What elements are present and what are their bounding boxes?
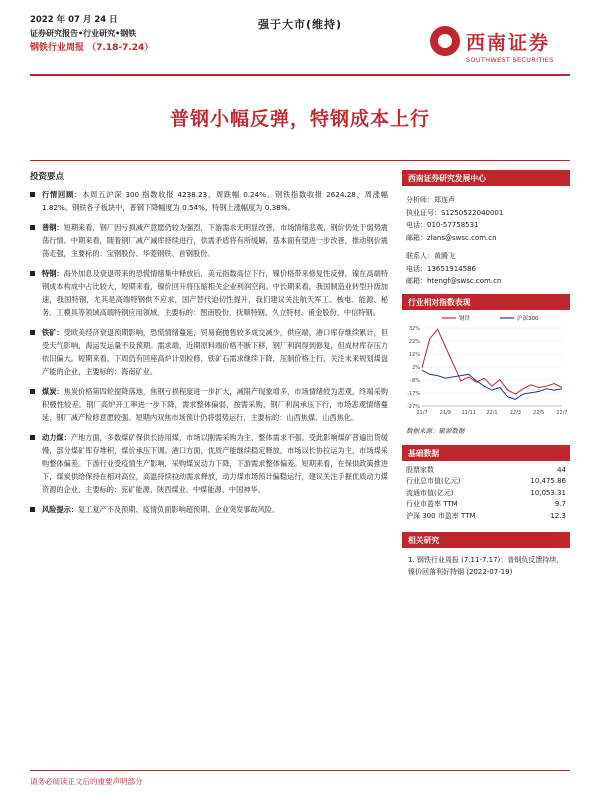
- bullet-text: 复工复产不及预期、疫情负面影响超预期、企业突发事故风险。: [77, 505, 280, 514]
- summary-bullet-iron-ore: [30, 326, 388, 378]
- summary-bullet-coal: [30, 385, 388, 424]
- header-divider: [30, 74, 570, 76]
- chart-ytick-label: 12%: [408, 351, 420, 358]
- title-divider: [30, 160, 570, 161]
- analyst-cert: 执业证号：S1250522040001: [406, 208, 504, 217]
- related-heading: 相关研究: [402, 532, 570, 548]
- summary-bullet-risk: [30, 503, 388, 516]
- footer-divider: [30, 770, 570, 771]
- chart-legend-label: 沪深300: [517, 315, 539, 322]
- logo-mark-icon: [430, 26, 460, 56]
- summary-heading: 投资要点: [30, 172, 65, 182]
- chart-xtick-label: 22/7: [556, 409, 568, 416]
- analyst-email[interactable]: 邮箱：zlans@swsc.com.cn: [406, 233, 497, 242]
- bullet-label: 铁矿：: [42, 328, 64, 337]
- company-logo: [430, 26, 570, 74]
- sidebar: [402, 170, 570, 578]
- chart-ytick-label: -27%: [407, 403, 420, 410]
- keydata-value: 12.3: [550, 511, 566, 520]
- analyst-info: [402, 186, 570, 288]
- chart-ytick-label: 22%: [408, 338, 420, 345]
- chart-svg: [402, 310, 570, 422]
- logo-en-text: SOUTHWEST SECURITIES: [466, 56, 554, 64]
- keydata-label: 行业总市值(亿元): [406, 477, 461, 486]
- bullet-label: 普钢：: [42, 223, 64, 232]
- bullet-text: 产地方面，多数煤矿保供长协用煤，市场以刚需采购为主，整体需求不强。受此影响煤矿普遍出货缓慢，部分煤矿库存堆积，煤价承压下调。港口方面，优质产能继续稳定释放，市场以长协拉运为主，市场煤采购整体偏差。下游行业受疫情生产影响，采购煤炭动力下降，下游需求整体偏差。短期来看，在保供政策推进下，煤炭供给保持在相对高位，高温持续拉动需求释放，动力煤市场预计偏稳运行，建议关注手握优质动力煤资源的企业，主要标的：兖矿能源、陕西煤业、中煤能源、中国神华。: [42, 433, 388, 494]
- contact-email[interactable]: 邮箱：htengf@swsc.com.cn: [406, 277, 502, 285]
- related-item[interactable]: 1. 钢铁行业周报 (7.11-7.17)：普钢负反馈持续，镍价回落利好特钢 (2022-07-19): [408, 556, 564, 577]
- bullet-label: 动力煤：: [42, 433, 71, 442]
- contact-phone: 电话：13651914586: [406, 264, 476, 273]
- summary-bullet-common-steel: [30, 221, 388, 260]
- keydata-row: [402, 488, 570, 500]
- keydata-label: 流通市值(亿元): [406, 488, 454, 497]
- chart-xtick-label: 21/9: [439, 409, 451, 416]
- contact-name: 联系人：黄腾飞: [406, 252, 455, 260]
- keydata-row: [402, 511, 570, 523]
- keydata-row: [402, 499, 570, 511]
- bullet-text: 受欧美经济衰退预期影响，恐慌情绪蔓延，贸易商拋售较多成交减少，供应端，港口库存继续累计，但受天气影响，海运发运量不及预期。需求端，近期原料端价格不断下移，钢厂利润得到修复，但成材库存压力依旧偏大。短期来看，下周仍有回座高炉计划检修，铁矿石需求继续下降，压制价格上行，关注未来规划煤盘产能的企业，主要标的：海南矿业。: [42, 328, 388, 376]
- keydata-label: 沪深 300 市盈率 TTM: [406, 511, 476, 520]
- chart-ytick-label: -17%: [407, 390, 420, 397]
- summary-bullet-thermal-coal: [30, 431, 388, 496]
- chart-heading: 行业相对指数表现: [402, 294, 570, 310]
- industry-rating: 强于大市(维持): [258, 18, 343, 31]
- analyst-name: 分析师：郑连声: [406, 196, 455, 204]
- chart-series-line-hs300: [422, 370, 562, 399]
- chart-series-line-steel: [422, 329, 562, 394]
- chart-ytick-label: 2%: [412, 364, 420, 371]
- chart-xtick-label: 21/11: [461, 409, 476, 416]
- bullet-label: 煤炭：: [42, 387, 64, 396]
- bullet-text: 海外加息及衰退带来的恐慌情绪集中释放后，美元指数高位下行，镍价格带来修复性反弹，镍在高端特钢成本构成中占比较大，短期来看，镍价回升将压缩相关企业利润空间。中长期来看，我国制造业转型升级加速，我国特钢，尤其是高端特钢供不应求，国产替代迫切性提升，我们建议关注航天军工、核电、能源、秘务、工模具等领域高端特钢应用领域，主要标的：图南股份、抚顺特钢、久立特材、甬金股份、中信特钢。: [42, 269, 388, 317]
- report-type: 证券研究报告•行业研究•钢铁: [30, 29, 137, 38]
- footer-disclaimer: 请务必阅读正文后的重要声明部分: [30, 777, 143, 786]
- investment-summary: [30, 170, 388, 523]
- keydata-row: [402, 465, 570, 477]
- keydata-value: 44: [557, 465, 566, 474]
- keydata-value: 10,475.86: [530, 477, 566, 486]
- relative-index-chart: [402, 294, 570, 437]
- chart-xtick-label: 22/3: [509, 409, 521, 416]
- chart-legend-label: 钢铁: [459, 315, 471, 322]
- logo-cn-text: 西南证券: [466, 32, 551, 54]
- analyst-phone: 电话：010-57758531: [406, 221, 479, 229]
- keydata-label: 股票家数: [406, 465, 434, 474]
- keydata-label: 行业市盈率 TTM: [406, 500, 458, 509]
- report-date: 2022 年 07 月 24 日: [30, 15, 118, 25]
- team-heading: 西南证券研究发展中心: [402, 170, 570, 186]
- chart-xtick-label: 22/1: [486, 409, 498, 416]
- bullet-text: 本周五沪深 300 指数收报 4238.23，周跌幅 0.24%。钢铁指数收报 2624.28，周涨幅 1.82%。钢铁各子板块中，普钢下降幅度为 0.54%，特钢上涨幅度为 0.38%。: [42, 190, 388, 212]
- header-info: [30, 14, 153, 55]
- keydata-value: 10,053.31: [530, 488, 566, 497]
- report-title: 普钢小幅反弹，特钢成本上行: [169, 108, 430, 130]
- summary-bullet-special-steel: [30, 267, 388, 319]
- summary-bullet-market: [30, 188, 388, 214]
- keydata-value: 9.7: [554, 500, 566, 509]
- keydata-heading: 基础数据: [402, 445, 570, 461]
- chart-xtick-label: 21/7: [416, 409, 428, 416]
- bullet-label: 特钢：: [42, 269, 64, 278]
- bullet-text: 短期来看，钢厂因亏损减产意愿仍较为强烈，下游需求无明显改善，市场情绪悲观，钢价仍处于弱势震荡行情。中期来看，随着钢厂减产减库持续进行，供需矛盾将有所缓解，基本面有望进一步改善，推动钢价震荡走强，主要标的：宝钢股份、华菱钢铁、首钢股份。: [42, 223, 388, 258]
- related-research: [402, 532, 570, 578]
- bullet-label: 行情回顾：: [42, 190, 83, 199]
- chart-ytick-label: -8%: [410, 377, 420, 384]
- key-data: [402, 445, 570, 523]
- report-series: 钢铁行业周报 （7.18-7.24）: [30, 43, 154, 53]
- chart-source: 数据来源：聚源数据: [406, 426, 465, 435]
- bullet-text: 焦炭价格第四轮提降落地，焦钢亏损程度进一步扩大，减限产现象增多，市场情绪较为悲观，终端采购积极性较差。钢厂高炉开工率进一步下降，需求整体偏弱，按需采购，钢厂利润承压下行，市场悲观情绪蔓延，钢厂减产检修意愿较强。短期内双焦市场预计仍将弱势运行，主要标的：山西焦煤、山西焦化。: [42, 387, 388, 422]
- keydata-row: [402, 476, 570, 488]
- bullet-label: 风险提示：: [42, 505, 78, 514]
- chart-xtick-label: 22/5: [533, 409, 545, 416]
- chart-ytick-label: 32%: [408, 325, 420, 332]
